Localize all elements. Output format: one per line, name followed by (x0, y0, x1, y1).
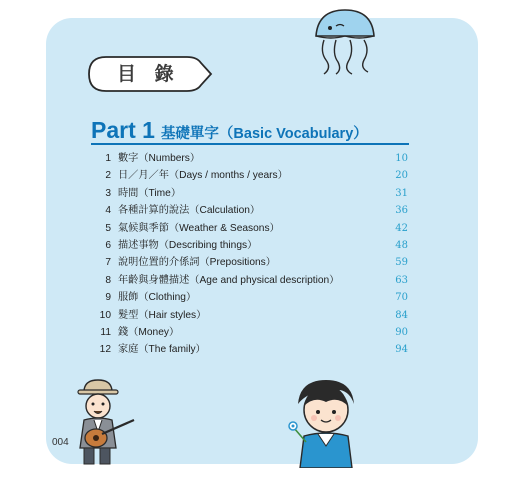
toc-title: 描述事物（Describing things） (118, 239, 258, 251)
toc-page: 20 (395, 170, 408, 182)
toc-row[interactable] (90, 289, 410, 306)
toc-page: 94 (395, 344, 408, 356)
toc-list (90, 150, 410, 359)
toc-number: 2 (105, 170, 111, 182)
toc-row[interactable] (90, 272, 410, 289)
toc-row[interactable] (90, 254, 410, 271)
toc-title: 家庭（The family） (118, 344, 206, 356)
toc-number: 8 (105, 274, 111, 286)
heading-label: 目 錄 (117, 63, 180, 85)
toc-row[interactable] (90, 185, 410, 202)
toc-page: 84 (395, 309, 408, 321)
toc-number: 3 (105, 187, 111, 199)
toc-title: 髮型（Hair styles） (118, 309, 207, 321)
guitarist-illustration (70, 376, 140, 468)
toc-number: 9 (105, 292, 111, 304)
toc-page: 59 (395, 257, 408, 269)
toc-title: 日／月／年（Days / months / years） (118, 170, 288, 182)
toc-title: 錢（Money） (118, 326, 180, 338)
toc-page: 31 (395, 187, 408, 199)
toc-title: 氣候與季節（Weather & Seasons） (118, 222, 280, 234)
toc-title: 各種計算的說法（Calculation） (118, 205, 261, 217)
toc-row[interactable] (90, 237, 410, 254)
toc-number: 11 (100, 326, 111, 338)
page-number: 004 (52, 437, 69, 448)
toc-page: 90 (395, 326, 408, 338)
toc-number: 12 (99, 344, 111, 356)
toc-title: 年齡與身體描述（Age and physical description） (118, 274, 340, 286)
part-heading (91, 117, 368, 144)
toc-number: 5 (105, 222, 111, 234)
toc-page: 48 (395, 239, 408, 251)
toc-page: 63 (395, 274, 408, 286)
toc-title: 說明位置的介係詞（Prepositions） (118, 257, 276, 269)
toc-page: 10 (395, 153, 408, 164)
toc-row[interactable] (90, 167, 410, 184)
toc-row[interactable] (90, 307, 410, 324)
toc-number: 1 (105, 153, 111, 164)
toc-number: 6 (105, 239, 111, 251)
toc-row[interactable] (90, 150, 410, 167)
toc-row[interactable] (90, 202, 410, 219)
jellyfish-icon (306, 6, 384, 76)
toc-number: 10 (99, 309, 111, 321)
toc-title: 時間（Time） (118, 187, 182, 199)
toc-title: 數字（Numbers） (118, 153, 201, 164)
toc-page: 42 (395, 222, 408, 234)
heading-divider (91, 143, 409, 145)
part-number: Part 1 (91, 117, 155, 143)
part-title: 基礎單字（Basic Vocabulary） (160, 126, 368, 142)
toc-row[interactable] (90, 324, 410, 341)
toc-number: 7 (105, 257, 111, 269)
toc-row[interactable] (90, 220, 410, 237)
toc-number: 4 (105, 205, 111, 217)
girl-with-flower-illustration (288, 376, 374, 468)
toc-page: 70 (395, 292, 408, 304)
toc-title: 服飾（Clothing） (118, 292, 197, 304)
toc-row[interactable] (90, 341, 410, 358)
toc-page: 36 (395, 205, 408, 217)
